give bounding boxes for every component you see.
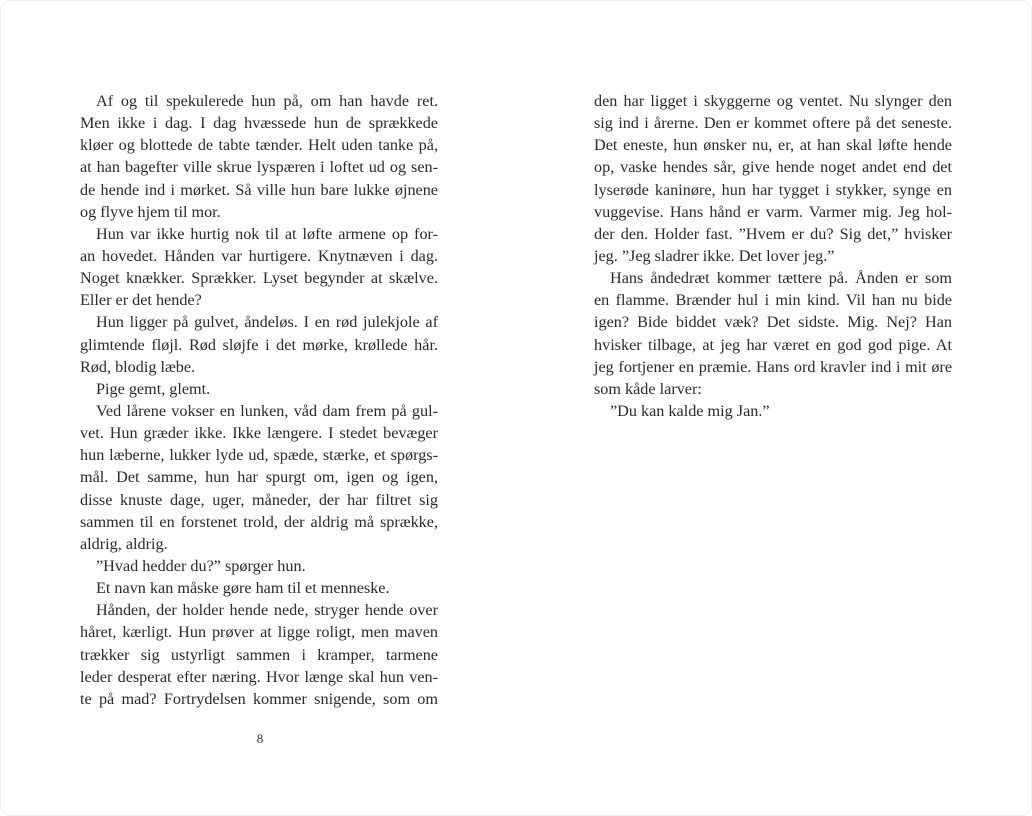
text-line: jeg fortjener en præmie. Hans ord kravler ind i mit øre <box>594 357 952 376</box>
text-line: lyserøde kaninøre, hun har tygget i stykker, synge en <box>594 180 952 199</box>
text-line: at han bagefter ville skrue lyspæren i loftet ud og sen- <box>80 158 438 177</box>
text-line: sammen til en forstenet trold, der aldrig må sprække, <box>80 512 438 531</box>
text-line: der den. Holder fast. ”Hvem er du? Sig det,” hvisker <box>594 224 952 243</box>
text-line: en flamme. Brænder hul i min kind. Vil han nu bide <box>594 291 952 310</box>
text-line: Rød, blodig læbe. <box>80 357 196 376</box>
text-line: disse knuste dage, uger, måneder, der har filtret sig <box>80 490 438 509</box>
text-line: an hovedet. Hånden var hurtigere. Knytnæven i dag. <box>80 246 438 265</box>
text-line: mål. Det samme, hun har spurgt om, igen og igen, <box>80 468 438 487</box>
text-line: vet. Hun græder ikke. Ikke længere. I stedet bevæger <box>80 424 438 443</box>
text-line: Pige gemt, glemt. <box>96 379 211 398</box>
text-line: hvisker tilbage, at jeg har været en god god pige. At <box>594 335 952 354</box>
text-line: leder desperat efter næring. Hvor længe skal hun ven- <box>80 667 438 686</box>
text-line: op, vaske hendes sår, give hende noget andet end det <box>594 158 952 177</box>
text-line: te på mad? Fortrydelsen kommer snigende, som om <box>80 689 438 708</box>
text-line: glimtende fløjl. Rød sløjfe i det mørke, krøllede hår. <box>80 335 438 354</box>
text-line: Hånden, der holder hende nede, stryger hende over <box>96 601 438 620</box>
text-line: Det eneste, hun ønsker nu, er, at han skal løfte hende <box>594 136 952 155</box>
text-line: håret, kærligt. Hun prøver at ligge roligt, men maven <box>80 623 438 642</box>
text-line: Hun ligger på gulvet, åndeløs. I en rød julekjole af <box>96 313 438 332</box>
right-page-text <box>594 90 952 422</box>
text-line: vuggevise. Hans hånd er varm. Varmer mig. Jeg hol- <box>594 202 952 221</box>
text-line: Ved lårene vokser en lunken, våd dam frem på gul- <box>96 401 438 420</box>
text-line: Hans åndedræt kommer tættere på. Ånden er som <box>610 269 952 288</box>
text-line: kløer og blottede de tabte tænder. Helt uden tanke på, <box>80 136 438 155</box>
text-line: jeg. ”Jeg sladrer ikke. Det lover jeg.” <box>594 246 835 265</box>
text-line: aldrig, aldrig. <box>80 534 168 553</box>
text-line: sig ind i årerne. Den er kommet oftere på det seneste. <box>594 114 952 133</box>
text-line: Men ikke i dag. I dag hvæssede hun de sprækkede <box>80 114 438 133</box>
text-line: og flyve hjem til mor. <box>80 202 221 221</box>
text-line: Et navn kan måske gøre ham til et menneske. <box>96 579 390 598</box>
text-line: den har ligget i skyggerne og ventet. Nu slynger den <box>594 92 952 110</box>
text-line: igen? Bide biddet væk? Det sidste. Mig. Nej? Han <box>594 313 952 332</box>
text-line: trækker sig ustyrligt sammen i kramper, tarmene <box>80 645 438 664</box>
text-line: de hende ind i mørket. Så ville hun bare lukke øjnene <box>80 180 438 199</box>
text-line: Af og til spekulerede hun på, om han havde ret. <box>96 92 438 110</box>
text-line: ”Du kan kalde mig Jan.” <box>610 401 770 420</box>
page-number: 8 <box>256 731 264 746</box>
text-line: som kåde larver: <box>594 379 702 398</box>
text-line: ”Hvad hedder du?” spørger hun. <box>96 556 306 575</box>
text-line: hun læberne, lukker lyde ud, spæde, stærke, et spørgs- <box>80 446 438 465</box>
text-line: Noget knækker. Sprækker. Lyset begynder at skælve. <box>80 269 438 288</box>
text-line: Hun var ikke hurtig nok til at løfte armene op for- <box>96 224 438 243</box>
text-line: Eller er det hende? <box>80 291 202 310</box>
left-page-text <box>80 90 438 710</box>
